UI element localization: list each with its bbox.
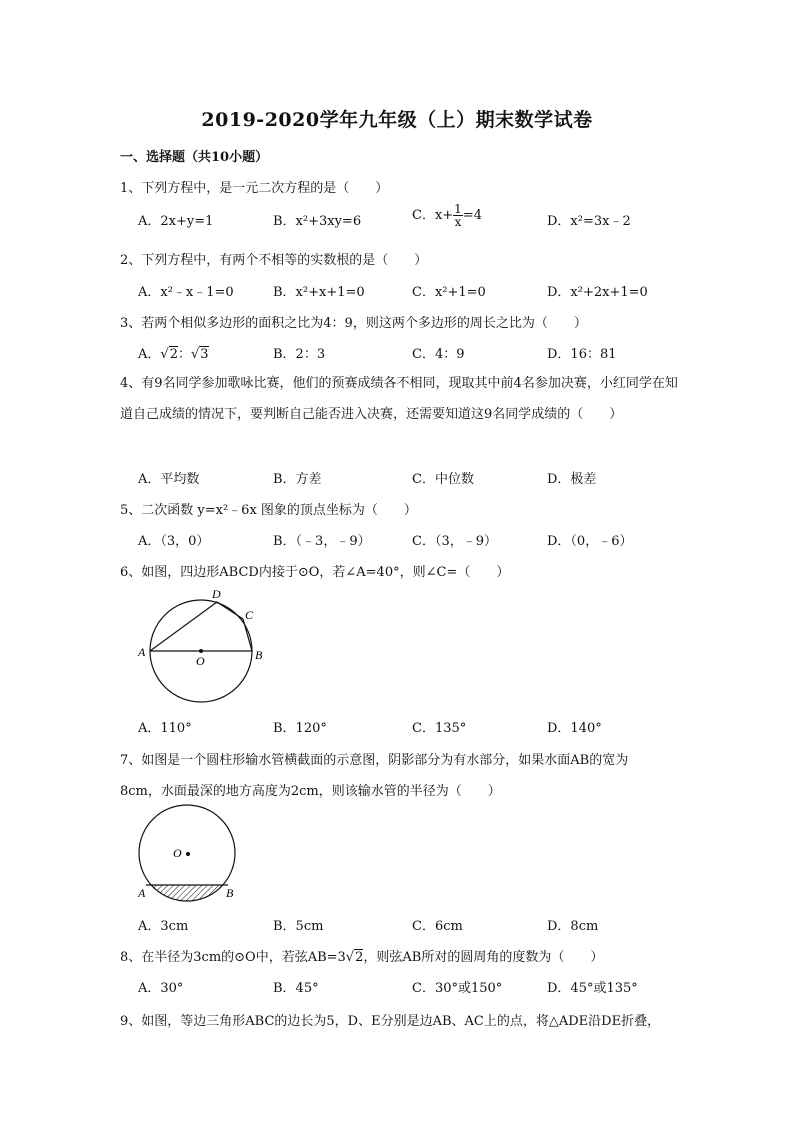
q1-option-c	[412, 203, 482, 228]
q8-option-d: D．45°或135°	[547, 981, 638, 996]
q6-label-o: O	[196, 654, 205, 668]
q3-option-d: D．16：81	[547, 347, 617, 362]
q2-option-a: A．x²﹣x﹣1=0	[138, 285, 234, 300]
q8-stem-suffix: ，则弦AB所对的圆周角的度数为（ ）	[363, 950, 604, 965]
q4-option-c: C．中位数	[412, 472, 474, 487]
q7-label-a: A	[138, 886, 146, 900]
q5-option-a: A．（3，0）	[138, 534, 210, 549]
q3-option-a-mid: ：√	[177, 347, 200, 362]
q6-label-a: A	[138, 645, 146, 659]
q1-fraction	[453, 203, 463, 228]
question-2-stem: 2、下列方程中，有两个不相等的实数根的是（ ）	[120, 253, 428, 268]
q7-option-d: D．8cm	[547, 919, 599, 934]
q6-option-c: C．135°	[412, 721, 467, 736]
q1-fraction-numerator: 1	[454, 202, 462, 216]
q4-option-a: A．平均数	[138, 472, 200, 487]
question-9-stem: 9、如图，等边三角形ABC的边长为5，D、E分别是边AB、AC上的点，将△ADE沿DE折叠，	[120, 1014, 661, 1029]
section-heading: 一、选择题（共10小题）	[120, 150, 269, 165]
q3-option-a-prefix: A．√	[138, 347, 169, 362]
q1-option-c-suffix: =4	[462, 208, 482, 223]
q6-option-b: B．120°	[273, 721, 327, 736]
q7-option-a: A．3cm	[138, 919, 189, 934]
q6-label-d: D	[212, 587, 221, 601]
q6-label-c: C	[245, 608, 254, 622]
q8-option-c: C．30°或150°	[412, 981, 503, 996]
q6-circle-figure	[135, 585, 265, 710]
q3-radicand-2: 3	[200, 347, 209, 362]
q1-fraction-denominator: x	[454, 215, 462, 229]
q8-option-a: A．30°	[138, 981, 184, 996]
question-7-stem-line1: 7、如图是一个圆柱形输水管横截面的示意图，阴影部分为有水部分，如果水面AB的宽为	[120, 753, 629, 768]
q2-option-d: D．x²+2x+1=0	[547, 285, 648, 300]
page-title: 2019-2020学年九年级（上）期末数学试卷	[201, 109, 593, 131]
q3-option-c: C．4：9	[412, 347, 465, 362]
question-8-stem	[120, 946, 603, 965]
q5-option-c: C．（3，﹣9）	[412, 534, 497, 549]
q8-stem-prefix: 8、在半径为3cm的⊙O中，若弦AB=3√	[120, 950, 355, 965]
q7-center-dot	[186, 852, 190, 856]
q8-radicand: 2	[355, 950, 364, 965]
q8-option-b: B．45°	[273, 981, 319, 996]
q1-option-b: B．x²+3xy=6	[273, 214, 362, 229]
q2-option-b: B．x²+x+1=0	[273, 285, 365, 300]
q6-center-dot	[199, 649, 203, 653]
question-6-stem: 6、如图，四边形ABCD内接于⊙O，若∠A=40°，则∠C=（ ）	[120, 565, 510, 580]
q1-option-d: D．x²=3x﹣2	[547, 214, 631, 229]
question-7-stem-line2: 8cm，水面最深的地方高度为2cm，则该输水管的半径为（ ）	[120, 784, 501, 799]
q6-label-b: B	[255, 648, 263, 662]
q5-option-d: D．（0，﹣6）	[547, 534, 633, 549]
q1-option-a: A．2x+y=1	[138, 214, 214, 229]
q2-option-c: C．x²+1=0	[412, 285, 486, 300]
q6-option-d: D．140°	[547, 721, 602, 736]
q7-option-c: C．6cm	[412, 919, 463, 934]
q6-quadrilateral	[150, 602, 252, 651]
q3-radicand-1: 2	[169, 347, 178, 362]
q7-label-o: O	[173, 846, 182, 860]
q3-option-b: B．2：3	[273, 347, 326, 362]
q6-option-a: A．110°	[138, 721, 192, 736]
question-1-stem: 1、下列方程中，是一元二次方程的是（ ）	[120, 181, 389, 196]
q7-label-b: B	[226, 886, 234, 900]
q7-pipe-figure	[132, 802, 244, 908]
question-3-stem: 3、若两个相似多边形的面积之比为4：9，则这两个多边形的周长之比为（ ）	[120, 316, 587, 331]
q4-option-d: D．极差	[547, 472, 597, 487]
question-5-stem: 5、二次函数 y=x²﹣6x 图象的顶点坐标为（ ）	[120, 503, 417, 518]
q3-option-a	[138, 343, 209, 362]
q7-option-b: B．5cm	[273, 919, 324, 934]
q5-option-b: B．（﹣3，﹣9）	[273, 534, 371, 549]
question-4-stem: 4、有9名同学参加歌咏比赛，他们的预赛成绩各不相同，现取其中前4名参加决赛，小红同学在知道自己成绩的情况下，要判断自己能否进入决赛，还需要知道这9名同学成绩的（ ）	[120, 376, 678, 422]
q1-option-c-prefix: C．x+	[412, 208, 454, 223]
q4-option-b: B．方差	[273, 472, 322, 487]
